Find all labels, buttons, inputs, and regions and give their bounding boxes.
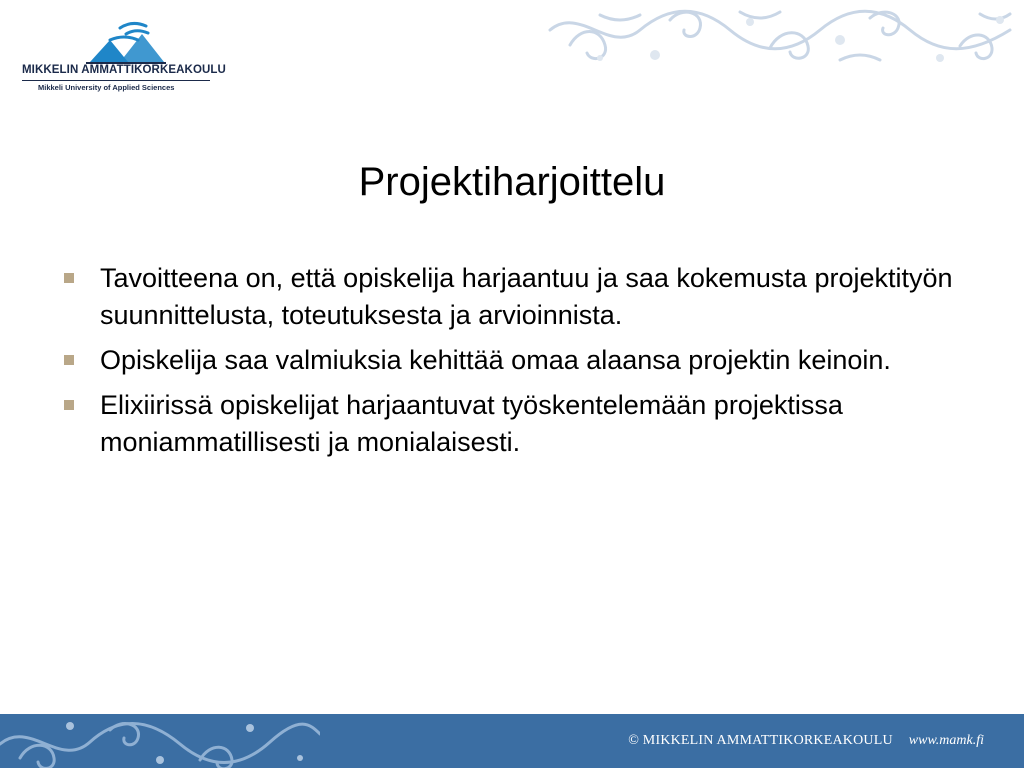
bullet-item: [62, 342, 962, 379]
bullet-text: Opiskelija saa valmiuksia kehittää omaa alaansa projektin keinoin.: [100, 345, 891, 375]
square-bullet-icon: [64, 400, 74, 410]
swirl-ornament-footer: [0, 714, 320, 768]
footer-text: [628, 733, 984, 749]
slide-title: Projektiharjoittelu: [358, 160, 666, 204]
swirl-ornament-top: [540, 0, 1024, 70]
footer-url[interactable]: www.mamk.fi: [908, 733, 984, 748]
wave-logo-icon: [80, 18, 170, 64]
bullet-item: [62, 260, 962, 334]
institution-name: MIKKELIN AMMATTIKORKEAKOULU: [22, 64, 226, 76]
footer-copyright: © MIKKELIN AMMATTIKORKEAKOULU: [628, 733, 893, 748]
bullet-list: [62, 260, 962, 469]
institution-logo: [18, 18, 226, 98]
square-bullet-icon: [64, 273, 74, 283]
footer-bar: [0, 714, 1024, 768]
bullet-item: [62, 387, 962, 461]
square-bullet-icon: [64, 355, 74, 365]
bullet-text: Tavoitteena on, että opiskelija harjaantuu ja saa kokemusta projektityön suunnittelusta, toteutuksesta ja arvioinnista.: [100, 263, 953, 330]
logo-divider: [22, 80, 210, 81]
bullet-text: Elixiirissä opiskelijat harjaantuvat työskentelemään projektissa moniammatillisesti ja monialaisesti.: [100, 390, 843, 457]
institution-subtitle: Mikkeli University of Applied Sciences: [38, 83, 175, 92]
